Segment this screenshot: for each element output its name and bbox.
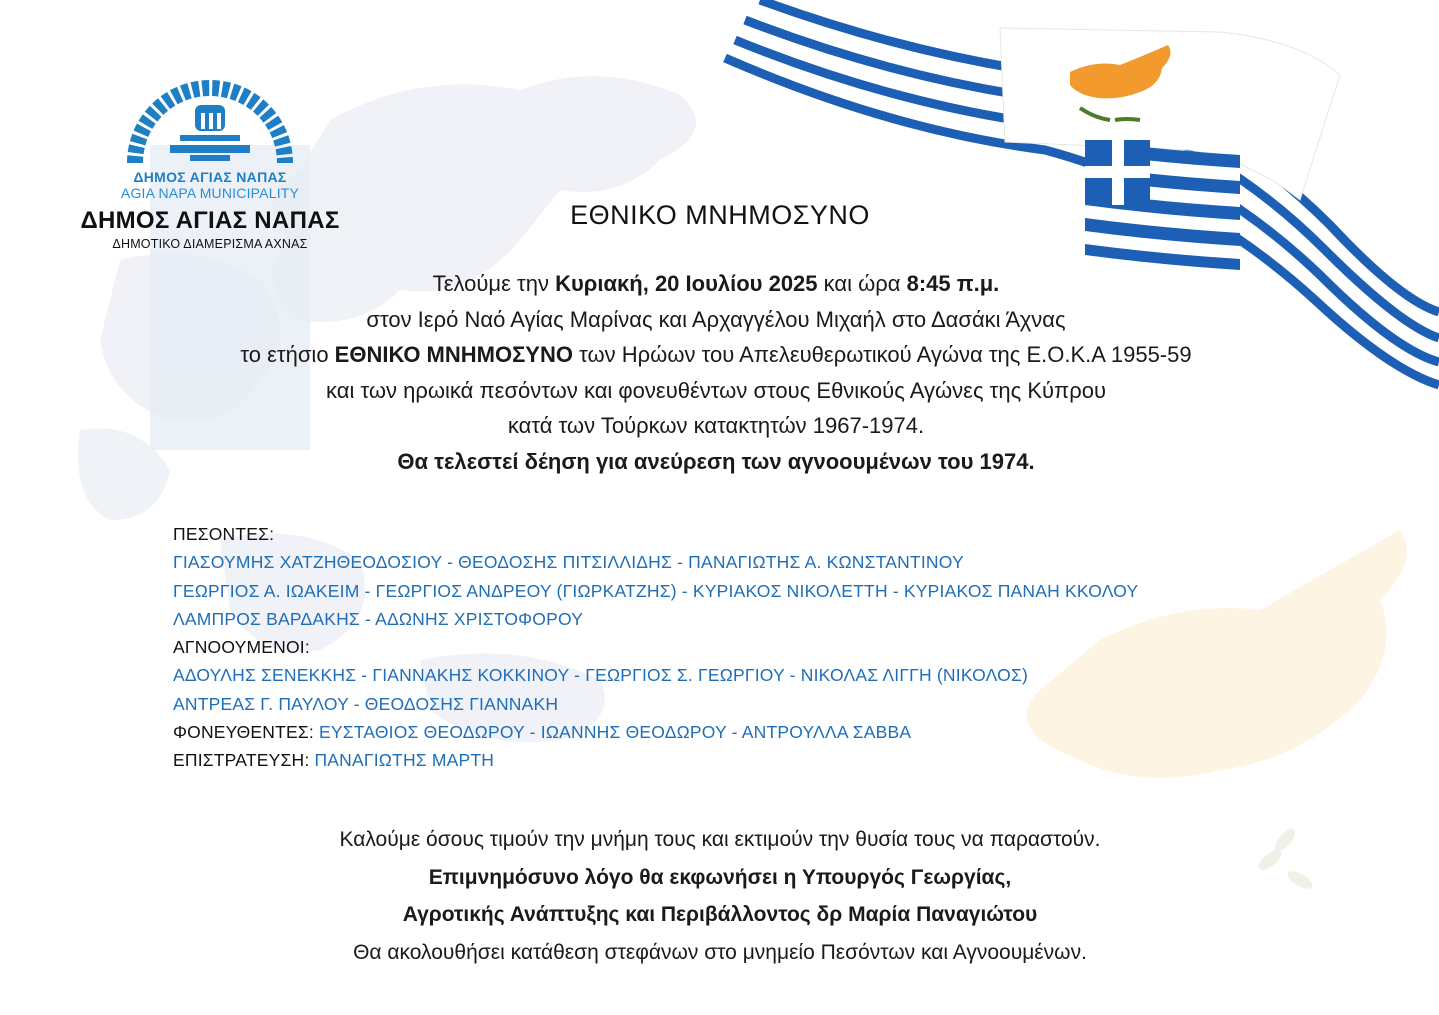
logo-name-english: AGIA NAPA MUNICIPALITY <box>120 185 300 201</box>
intro-text-3a: το ετήσιο <box>240 342 335 367</box>
prayer-note: Θα τελεστεί δέηση για ανεύρεση των αγνοουμένων του 1974. <box>397 448 1035 474</box>
conscription-names: ΠΑΝΑΓΙΩΤΗΣ ΜΑΡΤΗ <box>314 750 495 771</box>
intro-text-3c: των Ηρώων του Απελευθερωτικού Αγώνα της Ε.Ο.Κ.Α 1955-59 <box>572 342 1192 367</box>
intro-line-1 <box>100 266 1332 302</box>
event-time: 8:45 π.μ. <box>906 271 1000 296</box>
missing-label: ΑΓΝΟΟΥΜΕΝΟΙ: <box>173 637 310 658</box>
closing-line-1: Καλούμε όσους τιμούν την μνήμη τους και εκτιμούν την θυσία τους να παραστούν. <box>339 828 1101 851</box>
conscription-label: ΕΠΙΣΤΡΑΤΕΥΣΗ: <box>173 750 310 771</box>
event-date: Κυριακή, 20 Ιουλίου 2025 <box>555 271 818 296</box>
murdered-names: ΕΥΣΤΑΘΙΟΣ ΘΕΟΔΩΡΟΥ - ΙΩΑΝΝΗΣ ΘΕΟΔΩΡΟΥ - ΑΝΤΡΟΥΛΛΑ ΣΑΒΒΑ <box>319 722 912 743</box>
murdered-row <box>173 718 1138 746</box>
page-title: ΕΘΝΙΚΟ ΜΝΗΜΟΣΥΝΟ <box>570 200 870 230</box>
intro-line-2: στον Ιερό Ναό Αγίας Μαρίνας και Αρχαγγέλου Μιχαήλ στο Δασάκι Άχνας <box>366 306 1066 332</box>
intro-line-6 <box>100 444 1332 480</box>
intro-line-3 <box>100 337 1332 373</box>
event-name: ΕΘΝΙΚΟ ΜΝΗΜΟΣΥΝΟ <box>334 342 573 367</box>
closing-line-3: Αγροτικής Ανάπτυξης και Περιβάλλοντος δρ Μαρία Παναγιώτου <box>402 903 1038 926</box>
names-list <box>173 520 1138 775</box>
fallen-label: ΠΕΣΟΝΤΕΣ: <box>173 524 275 544</box>
missing-names-1: ΑΔΟΥΛΗΣ ΣΕΝΕΚΚΗΣ - ΓΙΑΝΝΑΚΗΣ ΚΟΚΚΙΝΟΥ - ΓΕΩΡΓΙΟΣ Σ. ΓΕΩΡΓΙΟΥ - ΝΙΚΟΛΑΣ ΛΙΓΓΗ (ΝΙΚΟΛΟΣ) <box>173 665 1029 686</box>
closing-line-2: Επιμνημόσυνο λόγο θα εκφωνήσει η Υπουργός Γεωργίας, <box>428 865 1012 889</box>
municipality-title: ΔΗΜΟΣ ΑΓΙΑΣ ΝΑΠΑΣ <box>80 207 340 234</box>
closing-text <box>120 821 1320 971</box>
fallen-names-2: ΓΕΩΡΓΙΟΣ Α. ΙΩΑΚΕΙΜ - ΓΕΩΡΓΙΟΣ ΑΝΔΡΕΟΥ (ΓΙΩΡΚΑΤΖΗΣ) - ΚΥΡΙΑΚΟΣ ΝΙΚΟΛΕΤΤΗ - ΚΥΡΙΑΚΟΣ ΠΑΝΑΗ ΚΚΟΛΟΥ <box>173 580 1139 601</box>
conscription-row <box>173 746 1138 774</box>
missing-names-2: ΑΝΤΡΕΑΣ Γ. ΠΑΥΛΟΥ - ΘΕΟΔΟΣΗΣ ΓΙΑΝΝΑΚΗ <box>173 693 559 714</box>
municipality-logo-icon <box>125 75 295 167</box>
fallen-names-3: ΛΑΜΠΡΟΣ ΒΑΡΔΑΚΗΣ - ΑΔΩΝΗΣ ΧΡΙΣΤΟΦΟΡΟΥ <box>173 608 584 629</box>
murdered-label: ΦΟΝΕΥΘΕΝΤΕΣ: <box>173 722 314 743</box>
municipality-district: ΔΗΜΟΤΙΚΟ ΔΙΑΜΕΡΙΣΜΑ ΑΧΝΑΣ <box>112 237 308 251</box>
intro-line-5: κατά των Τούρκων κατακτητών 1967-1974. <box>507 413 925 438</box>
municipality-logo <box>60 75 360 251</box>
closing-line-4: Θα ακολουθήσει κατάθεση στεφάνων στο μνημείο Πεσόντων και Αγνοουμένων. <box>353 940 1087 964</box>
logo-name-greek: ΔΗΜΟΣ ΑΓΙΑΣ ΝΑΠΑΣ <box>133 169 287 185</box>
intro-text-c: και ώρα <box>817 271 907 296</box>
greek-flag-icon <box>1085 140 1240 270</box>
intro-line-4: και των ηρωικά πεσόντων και φονευθέντων στους Εθνικούς Αγώνες της Κύπρου <box>326 377 1106 403</box>
fallen-names-1: ΓΙΑΣΟΥΜΗΣ ΧΑΤΖΗΘΕΟΔΟΣΙΟΥ - ΘΕΟΔΟΣΗΣ ΠΙΤΣΙΛΛΙΔΗΣ - ΠΑΝΑΓΙΩΤΗΣ Α. ΚΩΝΣΤΑΝΤΙΝΟΥ <box>173 552 964 573</box>
intro-text-a: Τελούμε την <box>432 271 556 296</box>
intro-text <box>100 266 1332 479</box>
